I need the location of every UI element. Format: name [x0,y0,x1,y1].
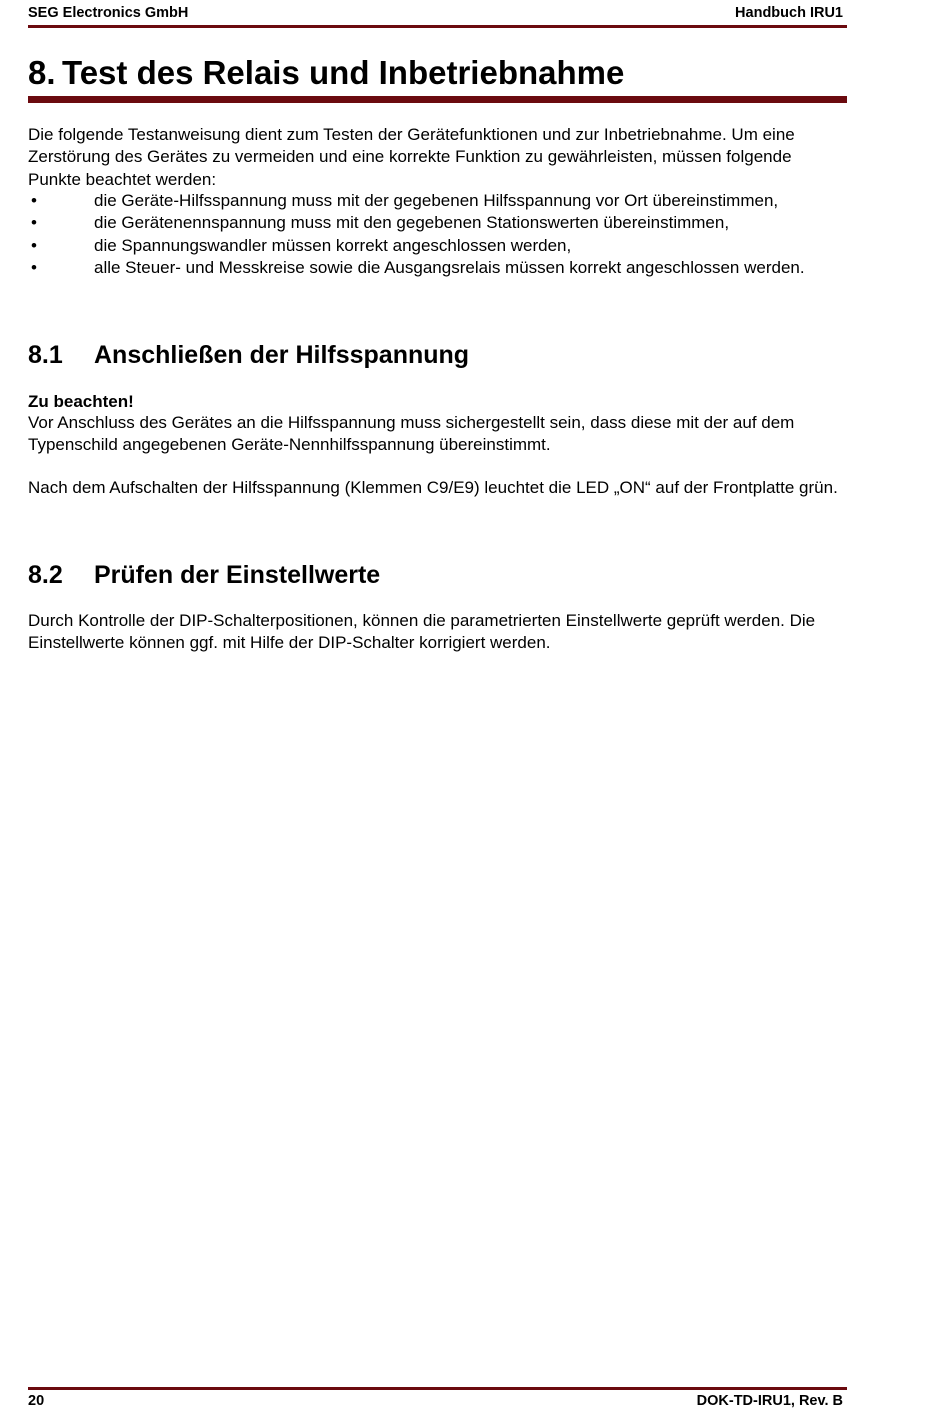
list-item [28,190,847,212]
subsection-number: 8.1 [28,341,63,369]
bullet-icon: • [31,257,37,277]
list-item [28,235,847,257]
subsection-title: Anschließen der Hilfsspannung [94,341,470,369]
page-footer [28,1393,847,1413]
section-title: Test des Relais und Inbetriebnahme [62,54,625,91]
document-id: DOK-TD-IRU1, Rev. B [696,1393,843,1409]
bullet-icon: • [31,235,37,255]
subsection-heading-8-2 [28,559,380,591]
page-header [28,5,847,25]
section-intro: Die folgende Testanweisung dient zum Testen der Gerätefunktionen und zur Inbetriebnahme. Um eine Zerstörung des Gerätes zu vermeiden und eine korrekte Funktion zu gewährleisten, müssen folgende Punkte beachtet werden: [28,125,795,189]
section-heading [28,53,624,93]
subsection-heading-8-1 [28,339,469,371]
list-item-text: die Gerätenennspannung muss mit den gegebenen Stationswerten übereinstimmen, [94,213,730,233]
list-item-text: die Geräte-Hilfsspannung muss mit der gegebenen Hilfsspannung vor Ort übereinstimmen, [94,191,779,210]
note-title: Zu beachten! [28,392,134,411]
subsection-title: Prüfen der Einstellwerte [94,561,381,589]
list-item [28,257,847,279]
paragraph-dip-switches: Durch Kontrolle der DIP-Schalterpositionen, können die parametrierten Einstellwerte geprüft werden. Die Einstellwerte können ggf. mit Hilfe der DIP-Schalter korrigiert werden. [28,611,816,653]
header-company: SEG Electronics GmbH [28,5,189,21]
section-heading-rule [28,96,847,103]
document-page [28,0,847,1412]
bullet-icon: • [31,191,37,210]
header-rule [28,25,847,28]
list-item-text: die Spannungswandler müssen korrekt angeschlossen werden, [94,235,572,255]
subsection-number: 8.2 [28,561,63,589]
requirements-list [28,190,847,279]
list-item [28,212,847,234]
section-number: 8. [28,54,56,91]
page-number: 20 [28,1393,45,1409]
paragraph-auxiliary-voltage: Vor Anschluss des Gerätes an die Hilfsspannung muss sichergestellt sein, dass diese mit der auf dem Typenschild angegebenen Geräte-Nennhilfsspannung übereinstimmt. [28,413,795,455]
header-manual: Handbuch IRU1 [735,5,843,21]
footer-rule [28,1387,847,1390]
list-item-text: alle Steuer- und Messkreise sowie die Ausgangsrelais müssen korrekt angeschlossen werden. [94,257,805,277]
paragraph-led-on: Nach dem Aufschalten der Hilfsspannung (Klemmen C9/E9) leuchtet die LED „ON“ auf der Frontplatte grün. [28,478,838,497]
bullet-icon: • [31,213,37,233]
